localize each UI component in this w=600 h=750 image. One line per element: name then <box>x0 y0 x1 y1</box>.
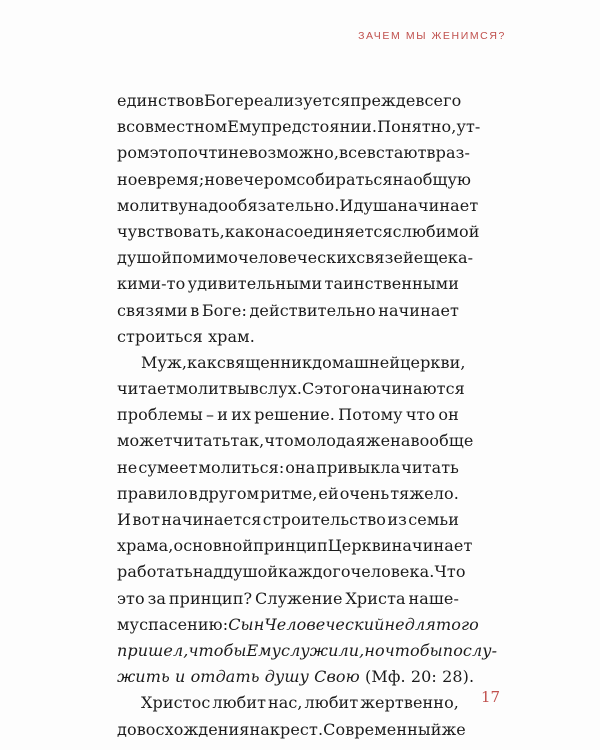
text-line: чувствовать, как она соединяется с любимой <box>117 221 480 241</box>
text-line: правило в другом ритме, ей очень тяжело. <box>117 483 459 503</box>
text-line: храма, основной принцип Церкви начинает <box>117 536 473 556</box>
text-line: ром это почти невозможно, все встают в раз- <box>117 143 470 163</box>
text-line: И вот начинается строительство из семьи <box>117 510 459 529</box>
text-line: связями в Боге: действительно начинает <box>117 300 459 320</box>
page-number: 17 <box>481 688 501 706</box>
text-line: жить и отдать душу Свою (Мф. 20: 28). <box>117 667 475 687</box>
text-line: в совместном Ему предстоянии. Понятно, ут- <box>117 117 481 137</box>
text-line: читает молитвы вслух. С этого начинаются <box>117 379 465 399</box>
text-line: Муж, как священник домашней церкви, <box>141 352 466 372</box>
text-line: душой помимо человеческих связей еще ка- <box>117 248 474 268</box>
text-line: работать над душой каждого человека. Что <box>117 562 466 582</box>
text-line: строиться храм. <box>117 326 255 346</box>
text-line: единство в Боге реализуется прежде всего <box>117 91 462 110</box>
text-line: Христос любит нас, любит жертвенно, <box>141 693 459 713</box>
text-line: пришел, чтобы Ему служили, но чтобы послу- <box>117 640 498 660</box>
text-line: не сумеет молиться: она привыкла читать <box>117 457 459 477</box>
text-line: ное время; но вечером собираться на общую <box>117 169 472 189</box>
text-line: может читать так, что молодая жена вообще <box>117 431 474 451</box>
text-line: молитву надо обязательно. И душа начинает <box>117 195 479 215</box>
text-line: проблемы – и их решение. Потому что он <box>117 405 459 425</box>
text-line: это за принцип? Служение Христа наше- <box>117 588 459 608</box>
text-line: до восхождения на крест. Современный же <box>117 719 466 739</box>
text-line: кими-то удивительными таинственными <box>117 274 459 294</box>
running-header: ЗАЧЕМ МЫ ЖЕНИМСЯ? <box>358 30 506 42</box>
text-line: му спасению: Сын Человеческий не для того <box>117 614 479 634</box>
